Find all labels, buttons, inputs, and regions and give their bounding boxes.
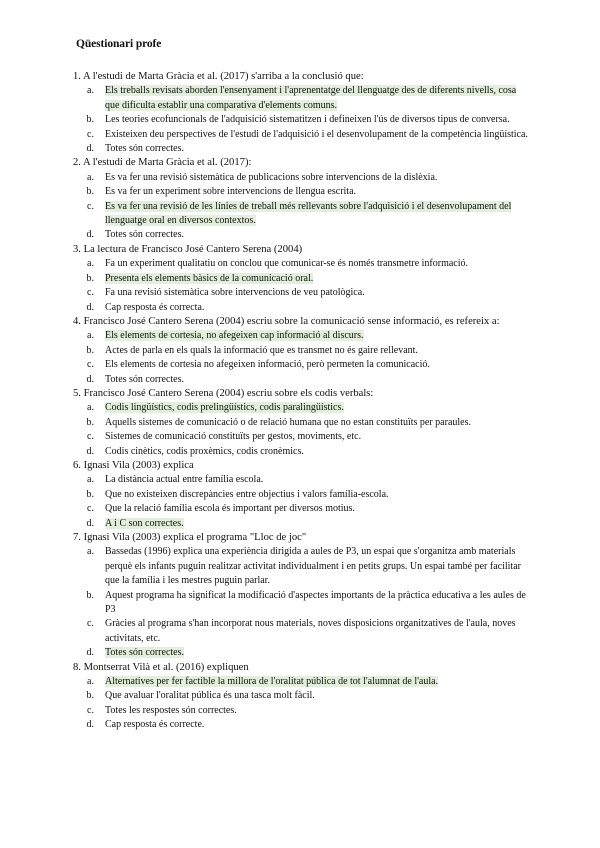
question-text: 1. A l'estudi de Marta Gràcia et al. (2017) s'arriba a la conclusió que: <box>73 71 364 82</box>
question-text: 3. La lectura de Francisco José Cantero Serena (2004) <box>73 243 303 255</box>
option-text: Aquest programa ha significat la modificació d'aspectes importants de la pràctica educativa a les aules de P3 <box>105 589 526 616</box>
answer-option <box>73 704 533 718</box>
option-letter: d. <box>86 719 94 731</box>
question-text: 8. Montserrat Vilà et al. (2016) expliquen <box>73 661 249 673</box>
option-text: Totes són correctes. <box>105 229 184 241</box>
option-letter: b. <box>86 690 94 702</box>
answer-option <box>73 301 533 315</box>
answer-option <box>73 358 533 372</box>
question-4 <box>73 315 533 387</box>
answer-option <box>73 185 533 199</box>
option-letter: b. <box>86 344 94 356</box>
answer-option <box>73 502 533 516</box>
option-text: Presenta els elements bàsics de la comunicació oral. <box>105 272 314 284</box>
question-8 <box>73 661 533 733</box>
option-text: Codis cinètics, codis proxèmics, codis cronèmics. <box>105 445 304 457</box>
option-text: Fa un experiment qualitatiu on conclou que comunicar-se és només transmetre informació. <box>105 258 469 270</box>
answer-option <box>73 545 533 588</box>
question-text: 7. Ignasi Vila (2003) explica el programa "Lloc de joc" <box>73 532 307 543</box>
option-letter: d. <box>86 143 94 155</box>
option-text: Cap resposta és correcte. <box>105 719 205 731</box>
question-text: 5. Francisco José Cantero Serena (2004) escriu sobre els codis verbals: <box>73 387 374 399</box>
answer-options <box>73 401 533 459</box>
answer-option-highlighted <box>73 646 533 660</box>
option-text: Que la relació família escola és important per diversos motius. <box>105 503 355 515</box>
answer-option-highlighted <box>73 272 533 286</box>
answer-options <box>73 545 533 660</box>
option-letter: a. <box>87 402 94 414</box>
answer-option <box>73 617 533 646</box>
option-letter: b. <box>86 186 94 198</box>
answer-option <box>73 488 533 502</box>
option-letter: c. <box>87 503 94 515</box>
answer-option <box>73 416 533 430</box>
answer-option <box>73 344 533 358</box>
question-7 <box>73 531 533 661</box>
answer-option <box>73 373 533 387</box>
option-text: Totes són correctes. <box>105 647 184 659</box>
option-letter: a. <box>87 330 94 342</box>
option-letter: d. <box>86 445 94 457</box>
answer-options <box>73 84 533 156</box>
answer-option-highlighted <box>73 675 533 689</box>
option-letter: b. <box>86 589 94 601</box>
option-letter: a. <box>87 85 94 97</box>
option-letter: a. <box>87 676 94 688</box>
option-letter: c. <box>87 287 94 299</box>
answer-option <box>73 113 533 127</box>
option-letter: c. <box>87 431 94 443</box>
answer-option-highlighted <box>73 329 533 343</box>
option-text: Bassedas (1996) explica una experiència dirigida a aules de P3, un espai que s'organitza amb materials perquè els infants puguin realitzar activitat individualment i en petits grups. Un espai també per facilitar que la família i les mestres puguin parlar. <box>105 546 521 587</box>
option-letter: b. <box>86 114 94 126</box>
option-text: Gràcies al programa s'han incorporat nous materials, noves disposicions organitzatives de l'aula, noves activitats, etc. <box>105 618 516 644</box>
option-text: Es va fer una revisió de les línies de treball més rellevants sobre l'adquisició i el desenvolupament del llenguatge oral en diversos contextos. <box>105 200 512 227</box>
option-letter: c. <box>87 618 94 630</box>
answer-option <box>73 228 533 242</box>
option-letter: c. <box>87 704 94 716</box>
option-text: Es va fer un experiment sobre intervencions de llengua escrita. <box>105 186 357 198</box>
answer-option <box>73 171 533 185</box>
question-text: 2. A l'estudi de Marta Gràcia et al. (2017): <box>73 157 252 169</box>
question-5 <box>73 387 533 459</box>
answer-option <box>73 473 533 487</box>
option-text: Alternatives per fer factible la millora de l'oralitat pública de tot l'alumnat de l'aula. <box>105 676 439 688</box>
question-text: 6. Ignasi Vila (2003) explica <box>73 459 194 471</box>
option-text: Totes són correctes. <box>105 143 184 155</box>
answer-options <box>73 473 533 531</box>
answer-option <box>73 257 533 271</box>
option-letter: d. <box>86 301 94 313</box>
option-text: Que avaluar l'oralitat pública és una tasca molt fàcil. <box>105 690 315 702</box>
option-text: La distància actual entre família escola. <box>105 474 264 486</box>
option-text: Totes les respostes són correctes. <box>105 704 237 716</box>
option-letter: a. <box>87 171 94 183</box>
answer-option-highlighted <box>73 401 533 415</box>
option-letter: b. <box>86 488 94 500</box>
option-text: Es va fer una revisió sistemàtica de publicacions sobre intervencions de la dislèxia. <box>105 171 438 183</box>
option-text: Aquells sistemes de comunicació o de relació humana que no estan constituïts per paraules. <box>105 416 472 428</box>
question-3 <box>73 243 533 315</box>
option-text: Els elements de cortesia no afegeixen informació, però permeten la comunicació. <box>105 359 430 371</box>
answer-option-highlighted <box>73 200 533 229</box>
answer-options <box>73 329 533 387</box>
option-letter: c. <box>87 128 94 140</box>
answer-options <box>73 257 533 315</box>
answer-option <box>73 142 533 156</box>
option-text: Actes de parla en els quals la informació que es transmet no és gaire rellevant. <box>105 344 418 356</box>
question-2 <box>73 156 533 242</box>
answer-option <box>73 286 533 300</box>
option-letter: b. <box>86 416 94 428</box>
option-text: Que no existeixen discrepàncies entre objectius i valors família-escola. <box>105 488 389 500</box>
question-text: 4. Francisco José Cantero Serena (2004) escriu sobre la comunicació sense informació, es refereix a: <box>73 315 500 327</box>
option-text: Fa una revisió sistemàtica sobre intervencions de veu patològica. <box>105 287 365 299</box>
answer-options <box>73 171 533 243</box>
option-letter: a. <box>87 258 94 270</box>
option-letter: c. <box>87 359 94 371</box>
answer-option <box>73 430 533 444</box>
question-1 <box>73 70 533 156</box>
option-letter: d. <box>86 229 94 241</box>
option-letter: a. <box>87 546 94 558</box>
answer-option <box>73 128 533 142</box>
answer-option <box>73 718 533 732</box>
option-letter: c. <box>87 200 94 212</box>
option-letter: d. <box>86 373 94 385</box>
answer-option-highlighted <box>73 517 533 531</box>
option-text: Els treballs revisats aborden l'ensenyament i l'aprenentatge del llenguatge des de diferents nivells, cosa que dificulta establir una comparativa d'elements comuns. <box>105 85 517 111</box>
question-6 <box>73 459 533 531</box>
option-text: Codis lingüístics, codis prelingüístics, codis paralingüístics. <box>105 402 344 414</box>
option-letter: b. <box>86 272 94 284</box>
answer-option <box>73 445 533 459</box>
option-text: A i C son correctes. <box>105 517 184 529</box>
option-letter: d. <box>86 647 94 659</box>
document-title: Qüestionari profe <box>76 38 162 50</box>
answer-option <box>73 589 533 618</box>
option-text: Els elements de cortesia, no afegeixen cap informació al discurs. <box>105 330 364 342</box>
option-text: Sistemes de comunicació constituïts per gestos, moviments, etc. <box>105 431 362 443</box>
option-text: Cap resposta és correcta. <box>105 301 205 313</box>
option-text: Existeixen deu perspectives de l'estudi de l'adquisició i el desenvolupament de la competència lingüística. <box>105 128 528 140</box>
option-letter: a. <box>87 474 94 486</box>
option-text: Les teories ecofuncionals de l'adquisició sistematitzen i defineixen l'ús de diversos tipus de conversa. <box>105 114 510 126</box>
answer-option-highlighted <box>73 84 533 113</box>
option-letter: d. <box>86 517 94 529</box>
question-list <box>73 70 533 733</box>
answer-option <box>73 689 533 703</box>
answer-options <box>73 675 533 733</box>
option-text: Totes són correctes. <box>105 373 184 385</box>
